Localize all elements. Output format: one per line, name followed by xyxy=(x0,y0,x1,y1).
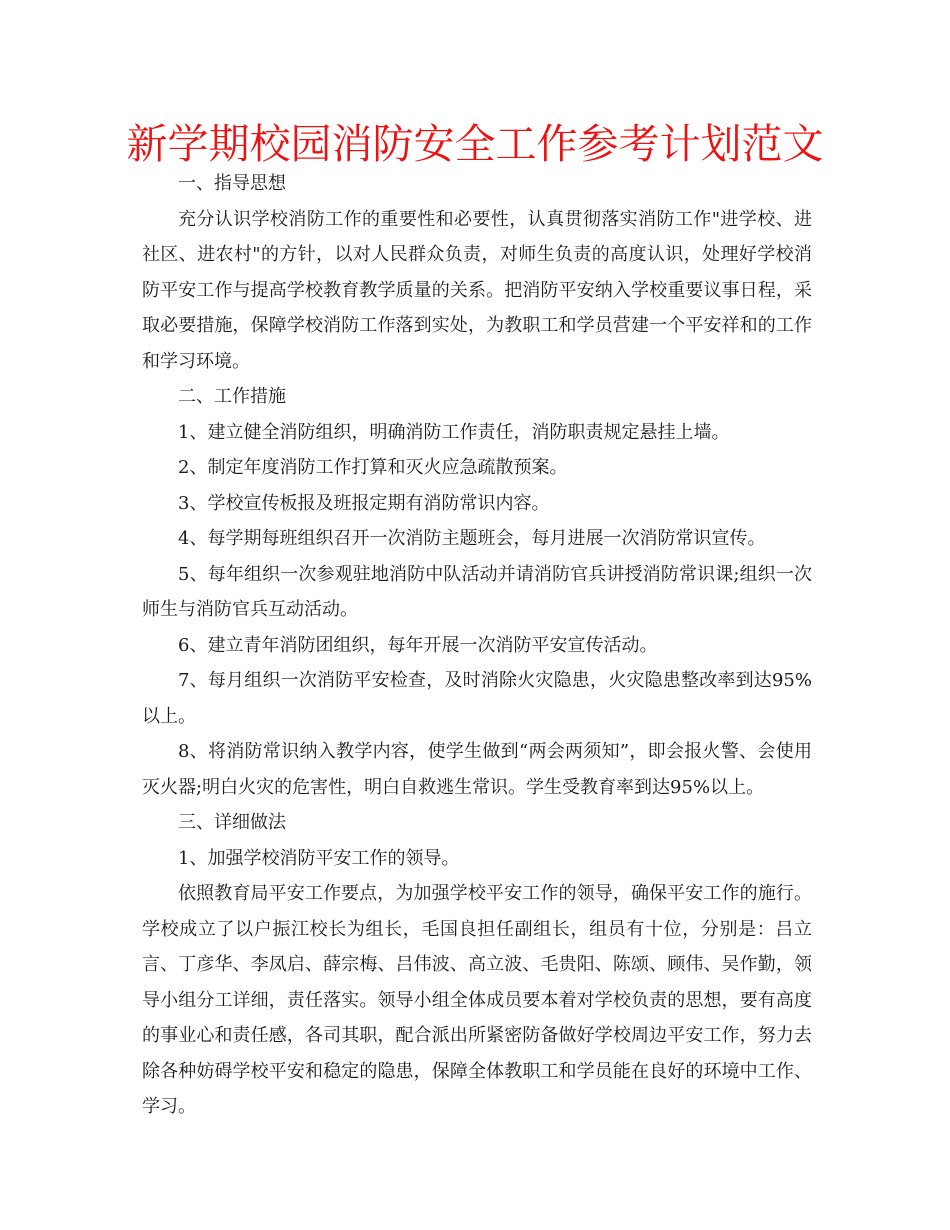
list-item: 1、建立健全消防组织，明确消防工作责任，消防职责规定悬挂上墙。 xyxy=(178,421,730,443)
section-heading: 三、详细做法 xyxy=(178,812,286,833)
body-paragraph: 充分认识学校消防工作的重要性和必要性，认真贯彻落实消防工作"进学校、进社区、进农村"的方针，以对人民群众负责，对师生负责的高度认识，处理好学校消防平安工作与提高学校教育教学质量的关系。把消防平安纳入学校重要议事日程，采取必要措施，保障学校消防工作落到实处，为教职工和学员营建一个平安祥和的工作和学习环境。 xyxy=(142,208,812,372)
section-heading: 二、工作措施 xyxy=(178,386,286,407)
list-item: 3、学校宣传板报及班报定期有消防常识内容。 xyxy=(178,492,550,514)
list-item: 8、将消防常识纳入教学内容，使学生做到“两会两须知”，即会报火警、会使用灭火器;明白火灾的危害性，明白自救逃生常识。学生受教育率到达95%以上。 xyxy=(142,741,812,798)
body-paragraph: 依照教育局平安工作要点，为加强学校平安工作的领导，确保平安工作的施行。学校成立了以户振江校长为组长，毛国良担任副组长，组员有十位，分别是：吕立言、丁彦华、李凤启、薛宗梅、吕伟波、高立波、毛贵阳、陈颂、顾伟、吴作勤，领导小组分工详细，责任落实。领导小组全体成员要本着对学校负责的思想，要有高度的事业心和责任感，各司其职，配合派出所紧密防备做好学校周边平安工作，努力去除各种妨碍学校平安和稳定的隐患，保障全体教职工和学员能在良好的环境中工作、学习。 xyxy=(142,883,812,1117)
document-body xyxy=(142,166,812,1125)
list-item: 5、每年组织一次参观驻地消防中队活动并请消防官兵讲授消防常识课;组织一次师生与消防官兵互动活动。 xyxy=(142,563,812,620)
section-heading: 一、指导思想 xyxy=(178,173,286,194)
document-title: 新学期校园消防安全工作参考计划范文 xyxy=(126,120,824,168)
list-item: 7、每月组织一次消防平安检查，及时消除火灾隐患，火灾隐患整改率到达95%以上。 xyxy=(142,670,812,727)
list-item: 1、加强学校消防平安工作的领导。 xyxy=(178,847,460,869)
list-item: 6、建立青年消防团组织，每年开展一次消防平安宣传活动。 xyxy=(178,634,658,656)
list-item: 4、每学期每班组织召开一次消防主题班会，每月进展一次消防常识宣传。 xyxy=(178,528,766,549)
list-item: 2、制定年度消防工作打算和灭火应急疏散预案。 xyxy=(178,457,568,478)
